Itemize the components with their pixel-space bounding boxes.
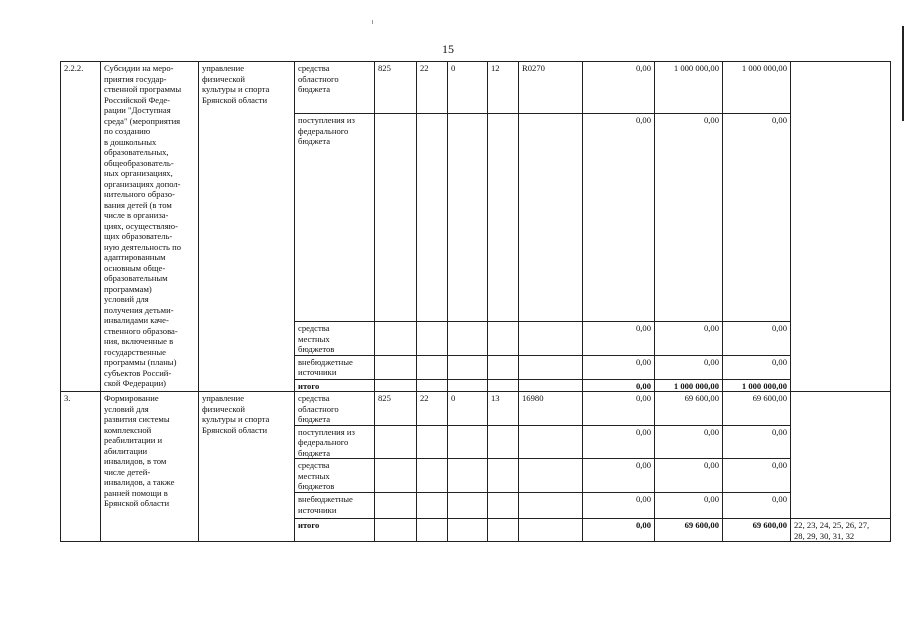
amount-year-1: 0,00 [583,459,655,493]
program-code [488,114,519,322]
table-row [61,392,891,426]
amount-year-1: 0,00 [583,493,655,519]
amount-year-2: 0,00 [655,493,723,519]
target-article-code [519,493,583,519]
amount-year-3: 0,00 [723,322,791,356]
subsection-code [448,355,488,379]
program-code [488,425,519,459]
scan-mark [372,20,373,24]
program-code [488,493,519,519]
target-article-code [519,355,583,379]
grbs-code [375,425,417,459]
program-code: 12 [488,62,519,114]
grbs-code: 825 [375,392,417,426]
total-label: итого [295,519,375,542]
section-code: 22 [417,62,448,114]
measure-name: Формирование условий для развития системы комплексной реабилитации и абилитации инвалидов, в том числе детей- инвалидов, а также ранней помощи в Брянской области [101,392,199,542]
section-code [417,114,448,322]
target-article-code: 16980 [519,392,583,426]
amount-year-2: 0,00 [655,355,723,379]
program-code [488,355,519,379]
subsection-code [448,322,488,356]
program-code [488,322,519,356]
amount-year-3: 69 600,00 [723,392,791,426]
executor: управление физической культуры и спорта Брянской области [199,392,295,542]
amount-year-3: 0,00 [723,355,791,379]
indicator-refs [791,62,891,392]
total-label: итого [295,379,375,392]
funding-source: средства местных бюджетов [295,322,375,356]
target-article-code [519,322,583,356]
amount-year-3: 0,00 [723,114,791,322]
target-article-code [519,425,583,459]
indicator-cell-empty [791,392,891,519]
grbs-code [375,493,417,519]
executor: управление физической культуры и спорта Брянской области [199,62,295,392]
subsection-code [448,114,488,322]
amount-year-1: 0,00 [583,355,655,379]
page-number: 15 [442,42,454,56]
amount-year-1: 0,00 [583,425,655,459]
funding-source: поступления из федерального бюджета [295,114,375,322]
funding-source: внебюджетные источники [295,493,375,519]
section-code [417,493,448,519]
grbs-code [375,322,417,356]
funding-source: средства местных бюджетов [295,459,375,493]
funding-source: средства областного бюджета [295,62,375,114]
grbs-code [375,355,417,379]
amount-year-1: 0,00 [583,62,655,114]
amount-year-3: 0,00 [723,459,791,493]
amount-year-2: 0,00 [655,425,723,459]
amount-year-2: 69 600,00 [655,392,723,426]
amount-year-1: 0,00 [583,114,655,322]
section-code [417,322,448,356]
funding-source: поступления из федерального бюджета [295,425,375,459]
total-year-1: 0,00 [583,379,655,392]
amount-year-1: 0,00 [583,322,655,356]
section-code: 22 [417,392,448,426]
section-code [417,425,448,459]
total-year-2: 1 000 000,00 [655,379,723,392]
amount-year-2: 0,00 [655,322,723,356]
grbs-code: 825 [375,62,417,114]
amount-year-2: 1 000 000,00 [655,62,723,114]
budget-table [60,61,891,542]
amount-year-2: 0,00 [655,459,723,493]
target-article-code [519,459,583,493]
total-year-3: 69 600,00 [723,519,791,542]
grbs-code [375,459,417,493]
section-code [417,355,448,379]
total-year-1: 0,00 [583,519,655,542]
grbs-code [375,114,417,322]
program-code [488,459,519,493]
total-year-2: 69 600,00 [655,519,723,542]
funding-source: средства областного бюджета [295,392,375,426]
page-edge-line [902,26,904,121]
subsection-code [448,493,488,519]
indicator-refs: 22, 23, 24, 25, 26, 27, 28, 29, 30, 31, 32 [791,519,891,542]
table-row [61,62,891,114]
amount-year-3: 1 000 000,00 [723,62,791,114]
subsection-code [448,459,488,493]
funding-source: внебюджетные источники [295,355,375,379]
row-number: 3. [61,392,101,542]
amount-year-3: 0,00 [723,493,791,519]
subsection-code: 0 [448,62,488,114]
subsection-code [448,425,488,459]
subsection-code: 0 [448,392,488,426]
target-article-code [519,114,583,322]
amount-year-2: 0,00 [655,114,723,322]
target-article-code: R0270 [519,62,583,114]
amount-year-1: 0,00 [583,392,655,426]
total-year-3: 1 000 000,00 [723,379,791,392]
program-code: 13 [488,392,519,426]
measure-name: Субсидии на меро- приятия государ- ственной программы Российской Феде- рации "Доступная среда" (мероприятия по созданию в дошкольных образовательных, общеобразователь- ных организациях, организациях допол- нительного образо- вания детей (в том числе в организа- циях, осуществляю- щих образователь- ную деятельность по адаптированным основным обще- образовательным программам) условий для получения детьми- инвалидами каче- ственного образова- ния, включенные в государственные программы (планы) субъектов Россий- ской Федерации) [101,62,199,392]
amount-year-3: 0,00 [723,425,791,459]
row-number: 2.2.2. [61,62,101,392]
section-code [417,459,448,493]
